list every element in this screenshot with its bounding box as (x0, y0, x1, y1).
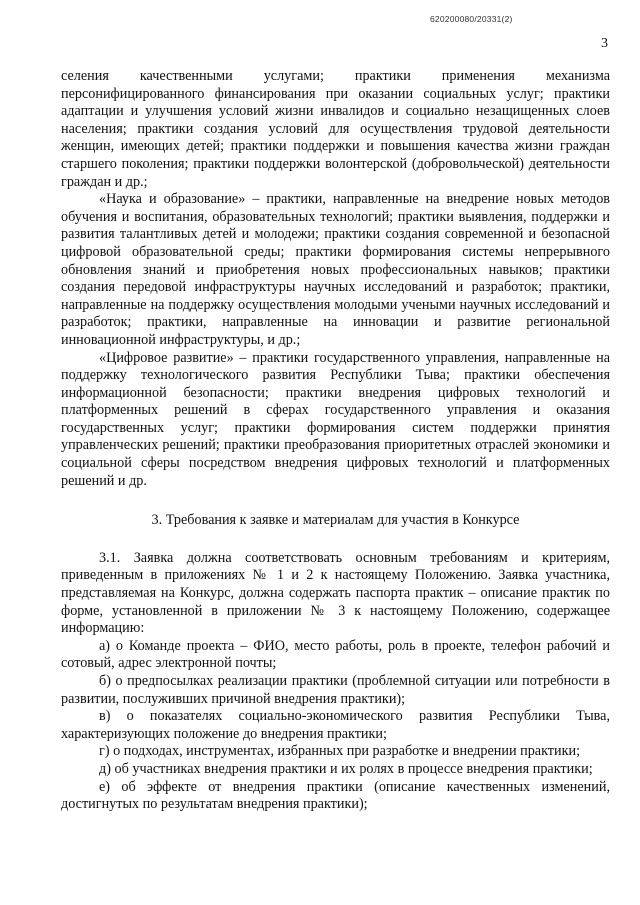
document-id: 620200080/20331(2) (430, 14, 513, 24)
document-body (61, 68, 610, 814)
list-item-v: в) о показателях социально-экономического развития Республики Тыва, характеризующих положение до внедрения практики; (61, 708, 610, 742)
paragraph-digital-development: «Цифровое развитие» – практики государственного управления, направленные на поддержку технологического развития Республики Тыва; практики обеспечения информационной безопасности; практики внедрения цифровых технологий и платформенных решений в сферах государственного управления и оказания государственных услуг; практики формирования систем поддержки принятия управленческих решений; практики преобразования приоритетных отраслей экономики и социальной сферы посредством внедрения цифровых технологий и платформенных решений и др. (61, 349, 610, 489)
paragraph-social-continued: селения качественными услугами; практики применения механизма персонифицированного финансирования при оказании социальных услуг; практики адаптации и улучшения условий жизни инвалидов и социально незащищенных слоев населения; практики создания условий для осуществления трудовой деятельности женщин, имеющих детей; практики поддержки и повышения качества жизни граждан старшего поколения; практики поддержки волонтерской (добровольческой) деятельности граждан и др.; (61, 68, 610, 190)
paragraph-3-1: 3.1. Заявка должна соответствовать основным требованиям и критериям, приведенным в приложениях № 1 и 2 к настоящему Положению. Заявка участника, представляемая на Конкурс, должна содержать паспорта практик – описание практик по форме, установленной в приложении № 3 к настоящему Положению, содержащее информацию: (61, 549, 610, 637)
list-item-a: а) о Команде проекта – ФИО, место работы, роль в проекте, телефон рабочий и сотовый, адрес электронной почты; (61, 637, 610, 672)
page-number: 3 (601, 36, 608, 51)
paragraph-science-education: «Наука и образование» – практики, направленные на внедрение новых методов обучения и воспитания, образовательных технологий; практики выявления, поддержки и развития талантливых детей и молодежи; практики создания современной и безопасной цифровой образовательной среды; практики формирования системы непрерывного обновления знаний и приобретения новых профессиональных навыков; практики создания передовой инфраструктуры научных исследований и разработок; практики, направленные на поддержку осуществления молодыми учеными научных исследований и разработок; практики, направленные на инновации и развитие региональной инновационной инфраструктуры, и др.; (61, 191, 610, 348)
list-item-d: д) об участниках внедрения практики и их ролях в процессе внедрения практики; (99, 760, 593, 777)
list-item-e: е) об эффекте от внедрения практики (описание качественных изменений, достигнутых по результатам внедрения практики); (61, 778, 610, 813)
section-heading: 3. Требования к заявке и материалам для участия в Конкурсе (151, 512, 520, 529)
list-item-g: г) о подходах, инструментах, избранных при разработке и внедрении практики; (99, 743, 581, 760)
list-item-b: б) о предпосылках реализации практики (проблемной ситуации или потребности в развитии, послуживших причиной внедрения практики); (61, 673, 610, 707)
